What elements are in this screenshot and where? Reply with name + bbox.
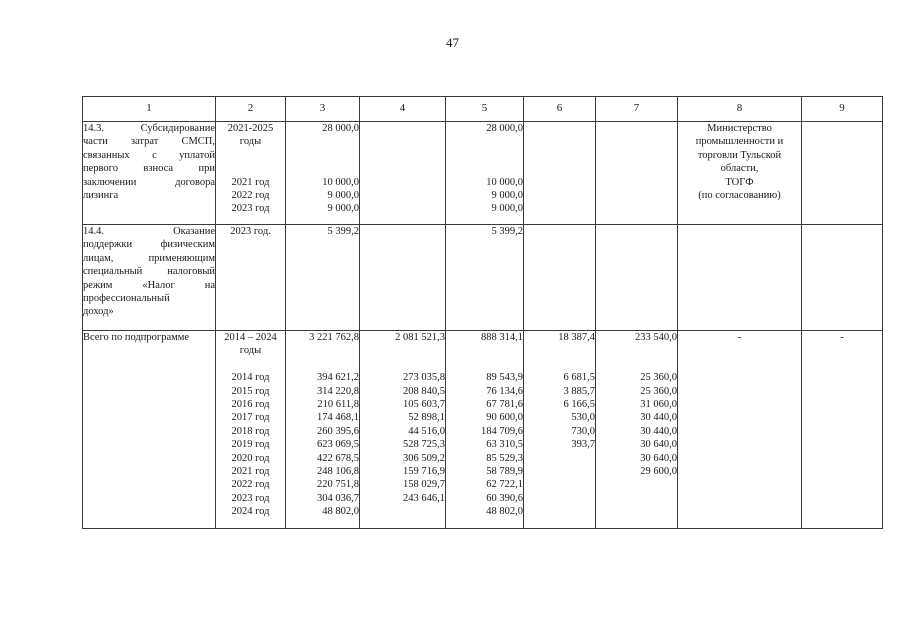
empty-cell [678, 225, 802, 331]
column-number: 7 [596, 97, 678, 122]
measure-description: 14.4. Оказание поддержки физическим лицам, применяющим специальный налоговый режим «Налог на профессиональный доход» [83, 225, 216, 331]
empty-cell [360, 122, 446, 225]
municipal-funding-cell: 18 387,4 6 681,5 3 885,7 6 166,5 530,0 730,0 393,7 [524, 331, 596, 529]
budget-table [82, 96, 883, 529]
result-dash: - [802, 331, 883, 529]
extrabudget-funding-cell: 233 540,0 25 360,0 25 360,0 31 060,0 30 440,0 30 440,0 30 640,0 30 640,0 29 600,0 [596, 331, 678, 529]
column-number: 9 [802, 97, 883, 122]
column-number: 8 [678, 97, 802, 122]
regional-funding-cell: 888 314,1 89 543,9 76 134,6 67 781,6 90 600,0 184 709,6 63 310,5 85 529,3 58 789,9 62 722,1 60 390,6 48 802,0 [446, 331, 524, 529]
empty-cell [596, 122, 678, 225]
empty-cell [596, 225, 678, 331]
column-number: 2 [216, 97, 286, 122]
period-cell: 2023 год. [216, 225, 286, 331]
table-row-total [83, 331, 883, 529]
federal-funding-cell: 2 081 521,3 273 035,8 208 840,5 105 603,7 52 898,1 44 516,0 528 725,3 306 509,2 159 716,9 158 029,7 243 646,1 [360, 331, 446, 529]
column-number-row [83, 97, 883, 122]
regional-funding-cell: 5 399,2 [446, 225, 524, 331]
period-cell: 2014 – 2024 годы 2014 год 2015 год 2016 год 2017 год 2018 год 2019 год 2020 год 2021 год 2022 год 2023 год 2024 год [216, 331, 286, 529]
executor-cell: Министерство промышленности и торговли Тульской области, ТОГФ (по согласованию) [678, 122, 802, 225]
column-number: 4 [360, 97, 446, 122]
empty-cell [802, 225, 883, 331]
total-funding-cell: 5 399,2 [286, 225, 360, 331]
column-number: 6 [524, 97, 596, 122]
column-number: 1 [83, 97, 216, 122]
executor-dash: - [678, 331, 802, 529]
table-row-14-4 [83, 225, 883, 331]
empty-cell [802, 122, 883, 225]
table-row-14-3 [83, 122, 883, 225]
total-funding-cell: 3 221 762,8 394 621,2 314 220,8 210 611,8 174 468,1 260 395,6 623 069,5 422 678,5 248 106,8 220 751,8 304 036,7 48 802,0 [286, 331, 360, 529]
page-number: 47 [446, 35, 459, 50]
empty-cell [524, 225, 596, 331]
total-label: Всего по подпрограмме [83, 331, 216, 529]
regional-funding-cell: 28 000,0 10 000,0 9 000,0 9 000,0 [446, 122, 524, 225]
measure-description: 14.3. Субсидирование части затрат СМСП, связанных с уплатой первого взноса при заключении договора лизинга [83, 122, 216, 225]
column-number: 5 [446, 97, 524, 122]
empty-cell [360, 225, 446, 331]
empty-cell [524, 122, 596, 225]
total-funding-cell: 28 000,0 10 000,0 9 000,0 9 000,0 [286, 122, 360, 225]
period-cell: 2021-2025 годы 2021 год 2022 год 2023 год [216, 122, 286, 225]
column-number: 3 [286, 97, 360, 122]
